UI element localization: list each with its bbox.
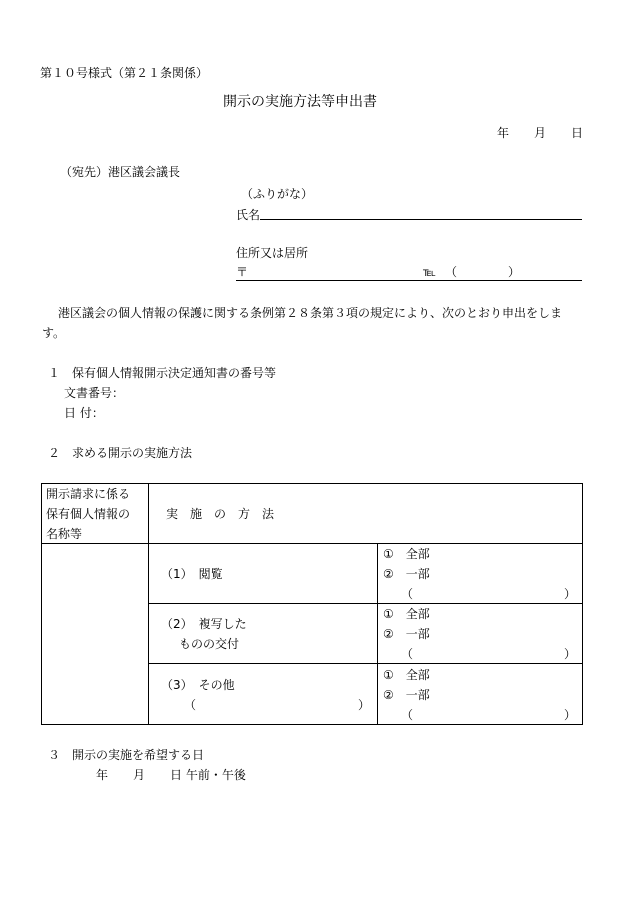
document-title: 開示の実施方法等申出書 [223, 94, 377, 110]
section-2-heading: ２ 求める開示の実施方法 [48, 446, 193, 460]
tel-paren-close: ） [508, 265, 521, 279]
table-border-bottom [41, 724, 583, 725]
date-day-label: 日 [571, 126, 584, 140]
form-number: 第１０号様式（第２１条関係） [40, 66, 209, 80]
option-paren-close-3: ） [564, 708, 577, 722]
desired-month-label: 月 [133, 768, 146, 782]
option-paren-close-1: ） [564, 587, 577, 601]
date-month-label: 月 [534, 126, 547, 140]
option-all-2[interactable]: ① 全部 [383, 607, 430, 621]
table-row-divider-1 [148, 603, 583, 604]
col1-header-line-2: 保有個人情報の [46, 507, 131, 521]
address-label: 住所又は居所 [236, 246, 309, 260]
option-paren-open-2: （ [401, 647, 414, 661]
method-3-paren-close: ） [358, 698, 371, 712]
desired-year-label: 年 [96, 768, 109, 782]
section-3-heading: ３ 開示の実施を希望する日 [48, 748, 205, 762]
col1-header-line-1: 開示請求に係る [46, 487, 131, 501]
col1-header-line-3: 名称等 [46, 527, 83, 541]
option-paren-open-3: （ [401, 708, 414, 722]
option-paren-close-2: ） [564, 647, 577, 661]
table-col-divider-2 [377, 543, 378, 724]
method-2-label-line-1: （2） 複写した [161, 617, 247, 631]
tel-paren-open: （ [445, 265, 458, 279]
table-col-divider-1 [148, 483, 149, 724]
method-2-label-line-2: ものの交付 [179, 637, 240, 651]
address-underline[interactable] [236, 280, 582, 281]
table-row-divider-2 [148, 663, 583, 664]
furigana-label: （ふりがな） [241, 187, 314, 201]
body-text-line-1: 港区議会の個人情報の保護に関する条例第２８条第３項の規定により、次のとおり申出をしま [58, 306, 563, 320]
option-all-1[interactable]: ① 全部 [383, 547, 430, 561]
name-label: 氏名 [236, 208, 261, 222]
option-part-2[interactable]: ② 一部 [383, 627, 430, 641]
option-part-1[interactable]: ② 一部 [383, 567, 430, 581]
table-header-divider [41, 543, 583, 544]
method-3-label: （3） その他 [161, 678, 235, 692]
notice-date-label: 日 付： [64, 406, 104, 420]
body-text-line-2: す。 [42, 326, 66, 340]
date-year-label: 年 [497, 126, 510, 140]
method-3-paren-open: （ [184, 698, 197, 712]
desired-day-time-label: 日 午前・午後 [170, 768, 246, 782]
section-1-heading: １ 保有個人情報開示決定通知書の番号等 [48, 366, 277, 380]
tel-label: ℡ [423, 265, 436, 279]
addressee: （宛先）港区議会議長 [60, 165, 181, 179]
method-1-label: （1） 閲覧 [161, 567, 223, 581]
name-underline[interactable] [260, 219, 582, 220]
postal-mark: 〒 [236, 265, 249, 279]
option-paren-open-1: （ [401, 587, 414, 601]
table-border-left [41, 483, 42, 724]
table-border-top [41, 483, 583, 484]
doc-number-label: 文書番号： [64, 386, 125, 400]
table-border-right [582, 483, 583, 724]
option-part-3[interactable]: ② 一部 [383, 688, 430, 702]
col2-header: 実 施 の 方 法 [166, 507, 275, 521]
option-all-3[interactable]: ① 全部 [383, 668, 430, 682]
